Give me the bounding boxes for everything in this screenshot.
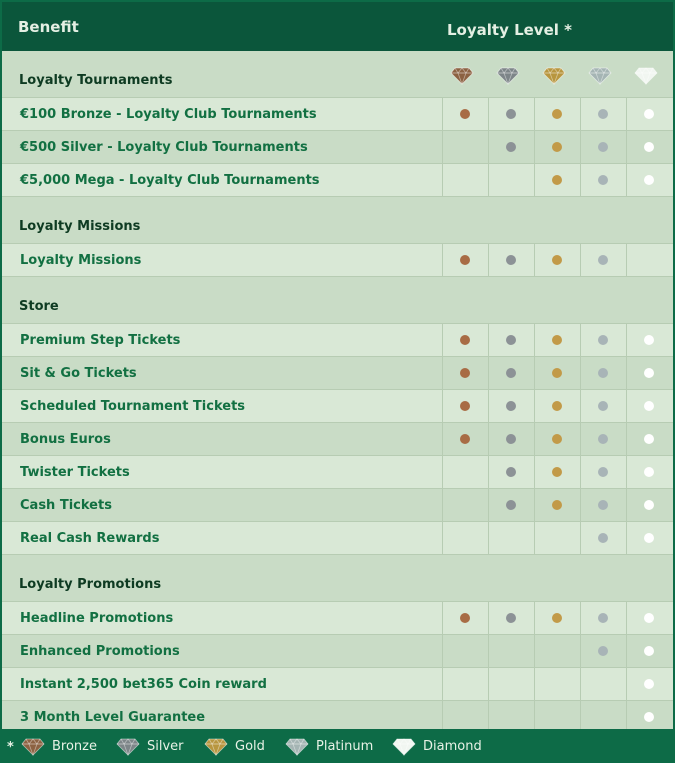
tier-cell-platinum — [580, 423, 626, 456]
tier-cell-gold — [534, 635, 580, 668]
diamond-icon — [634, 67, 658, 85]
included-dot — [506, 255, 516, 265]
tier-cell-platinum — [580, 98, 626, 131]
included-dot — [598, 401, 608, 411]
tier-cell-diamond — [626, 701, 672, 729]
included-dot — [460, 401, 470, 411]
benefit-row — [2, 668, 673, 701]
included-dot — [552, 434, 562, 444]
tier-cell-gold — [534, 357, 580, 390]
legend-diamond-gem-icon — [392, 738, 416, 756]
included-dot — [506, 368, 516, 378]
tier-cell-bronze — [442, 668, 488, 701]
benefit-row — [2, 324, 673, 357]
tier-cell-silver — [488, 635, 534, 668]
legend-silver-label: Silver — [147, 739, 184, 754]
included-dot — [552, 142, 562, 152]
benefit-row — [2, 489, 673, 522]
included-dot — [552, 401, 562, 411]
tier-cell-diamond — [626, 357, 672, 390]
tier-cell-bronze — [442, 390, 488, 423]
gold-gem-icon — [542, 67, 564, 87]
included-dot — [552, 368, 562, 378]
benefit-label: 3 Month Level Guarantee — [20, 710, 206, 725]
tier-cell-platinum — [580, 635, 626, 668]
included-dot — [460, 335, 470, 345]
included-dot — [552, 613, 562, 623]
tier-cell-diamond — [626, 522, 672, 555]
tier-cell-diamond — [626, 602, 672, 635]
included-dot — [460, 368, 470, 378]
tier-cell-silver — [488, 602, 534, 635]
tier-cell-silver — [488, 357, 534, 390]
included-dot — [598, 368, 608, 378]
legend-platinum-label: Platinum — [316, 739, 374, 754]
benefit-row — [2, 244, 673, 277]
benefit-label: Sit & Go Tickets — [20, 366, 137, 381]
tier-cell-bronze — [442, 456, 488, 489]
included-dot — [598, 533, 608, 543]
tier-cell-bronze — [442, 635, 488, 668]
included-dot — [552, 109, 562, 119]
tier-cell-gold — [534, 390, 580, 423]
section-header — [2, 51, 673, 98]
benefit-label: Bonus Euros — [20, 432, 111, 447]
bronze-gem-icon — [450, 67, 472, 87]
tier-cell-gold — [534, 522, 580, 555]
benefit-label: Enhanced Promotions — [20, 644, 180, 659]
benefit-label: Twister Tickets — [20, 465, 130, 480]
included-dot — [644, 613, 654, 623]
tier-cell-silver — [488, 456, 534, 489]
tier-cell-diamond — [626, 131, 672, 164]
included-dot — [644, 368, 654, 378]
tier-cell-bronze — [442, 98, 488, 131]
benefit-label: Instant 2,500 bet365 Coin reward — [20, 677, 267, 692]
benefit-label: Real Cash Rewards — [20, 531, 160, 546]
included-dot — [552, 335, 562, 345]
diamond-icon — [450, 67, 474, 85]
legend-bronze-gem-icon — [21, 738, 45, 756]
tier-cell-diamond — [626, 244, 672, 277]
tier-cell-platinum — [580, 324, 626, 357]
included-dot — [460, 434, 470, 444]
diamond-icon — [285, 738, 309, 756]
included-dot — [644, 533, 654, 543]
tier-cell-bronze — [442, 701, 488, 729]
tier-cell-diamond — [626, 324, 672, 357]
tier-cell-platinum — [580, 701, 626, 729]
tier-legend — [0, 729, 675, 763]
benefit-label: Premium Step Tickets — [20, 333, 181, 348]
diamond-icon — [392, 738, 416, 756]
included-dot — [644, 646, 654, 656]
tier-cell-bronze — [442, 164, 488, 197]
benefit-row — [2, 456, 673, 489]
section-header — [2, 555, 673, 602]
benefit-row — [2, 164, 673, 197]
included-dot — [598, 335, 608, 345]
table-body — [2, 51, 673, 729]
tier-cell-silver — [488, 244, 534, 277]
tier-cell-platinum — [580, 489, 626, 522]
included-dot — [552, 255, 562, 265]
tier-cell-diamond — [626, 668, 672, 701]
tier-cell-bronze — [442, 357, 488, 390]
legend-asterisk: * — [7, 740, 14, 755]
legend-bronze-label: Bronze — [52, 739, 97, 754]
benefit-row — [2, 390, 673, 423]
benefit-row — [2, 635, 673, 668]
tier-cell-bronze — [442, 489, 488, 522]
section-header — [2, 197, 673, 244]
tier-cell-gold — [534, 131, 580, 164]
tier-cell-platinum — [580, 602, 626, 635]
tier-cell-platinum — [580, 522, 626, 555]
included-dot — [644, 434, 654, 444]
included-dot — [598, 434, 608, 444]
tier-cell-platinum — [580, 164, 626, 197]
included-dot — [506, 467, 516, 477]
included-dot — [598, 613, 608, 623]
section-title: Loyalty Missions — [19, 219, 141, 234]
tier-cell-gold — [534, 164, 580, 197]
tier-cell-silver — [488, 423, 534, 456]
tier-cell-bronze — [442, 131, 488, 164]
included-dot — [460, 613, 470, 623]
included-dot — [598, 255, 608, 265]
tier-cell-bronze — [442, 244, 488, 277]
section-header — [2, 277, 673, 324]
benefit-row — [2, 98, 673, 131]
tier-cell-diamond — [626, 635, 672, 668]
tier-cell-gold — [534, 602, 580, 635]
tier-cell-diamond — [626, 164, 672, 197]
tier-cell-gold — [534, 489, 580, 522]
included-dot — [644, 401, 654, 411]
diamond-icon — [496, 67, 520, 85]
tier-cell-bronze — [442, 423, 488, 456]
included-dot — [506, 335, 516, 345]
included-dot — [644, 679, 654, 689]
benefit-label: Headline Promotions — [20, 611, 174, 626]
included-dot — [644, 467, 654, 477]
included-dot — [598, 646, 608, 656]
benefit-row — [2, 602, 673, 635]
benefit-label: Cash Tickets — [20, 498, 112, 513]
legend-silver-gem-icon — [116, 738, 140, 756]
benefit-row — [2, 357, 673, 390]
section-title: Loyalty Tournaments — [19, 73, 173, 88]
tier-cell-gold — [534, 701, 580, 729]
benefit-label: Loyalty Missions — [20, 253, 142, 268]
included-dot — [598, 142, 608, 152]
tier-cell-silver — [488, 522, 534, 555]
benefit-label: Scheduled Tournament Tickets — [20, 399, 246, 414]
included-dot — [644, 712, 654, 722]
diamond-icon — [588, 67, 612, 85]
tier-cell-platinum — [580, 456, 626, 489]
tier-cell-gold — [534, 324, 580, 357]
included-dot — [552, 467, 562, 477]
diamond-icon — [542, 67, 566, 85]
tier-cell-gold — [534, 456, 580, 489]
tier-cell-platinum — [580, 131, 626, 164]
section-title: Loyalty Promotions — [19, 577, 162, 592]
benefit-label: €500 Silver - Loyalty Club Tournaments — [20, 140, 308, 155]
tier-cell-silver — [488, 324, 534, 357]
tier-cell-gold — [534, 244, 580, 277]
legend-platinum-gem-icon — [285, 738, 309, 756]
tier-cell-platinum — [580, 668, 626, 701]
included-dot — [552, 500, 562, 510]
legend-gold-label: Gold — [235, 739, 265, 754]
included-dot — [598, 109, 608, 119]
tier-cell-diamond — [626, 489, 672, 522]
included-dot — [460, 255, 470, 265]
included-dot — [644, 500, 654, 510]
included-dot — [598, 500, 608, 510]
benefit-column-header: Benefit — [18, 18, 79, 36]
silver-gem-icon — [496, 67, 518, 87]
tier-cell-silver — [488, 390, 534, 423]
tier-cell-silver — [488, 98, 534, 131]
benefit-row — [2, 423, 673, 456]
loyalty-table — [2, 2, 673, 729]
legend-gold-gem-icon — [204, 738, 228, 756]
included-dot — [552, 175, 562, 185]
included-dot — [460, 109, 470, 119]
included-dot — [506, 613, 516, 623]
tier-cell-diamond — [626, 98, 672, 131]
benefit-label: €100 Bronze - Loyalty Club Tournaments — [20, 107, 317, 122]
benefit-row — [2, 131, 673, 164]
included-dot — [506, 109, 516, 119]
tier-cell-diamond — [626, 423, 672, 456]
tier-cell-platinum — [580, 357, 626, 390]
tier-cell-gold — [534, 98, 580, 131]
benefit-row — [2, 701, 673, 729]
tier-cell-gold — [534, 423, 580, 456]
legend-diamond-label: Diamond — [423, 739, 482, 754]
included-dot — [598, 175, 608, 185]
tier-cell-silver — [488, 164, 534, 197]
tier-cell-silver — [488, 489, 534, 522]
tier-cell-gold — [534, 668, 580, 701]
included-dot — [506, 500, 516, 510]
included-dot — [644, 142, 654, 152]
tier-cell-silver — [488, 668, 534, 701]
tier-cell-platinum — [580, 390, 626, 423]
diamond-icon — [204, 738, 228, 756]
included-dot — [506, 401, 516, 411]
tier-cell-silver — [488, 701, 534, 729]
diamond-gem-icon — [634, 67, 656, 87]
tier-cell-bronze — [442, 324, 488, 357]
tier-cell-silver — [488, 131, 534, 164]
tier-cell-diamond — [626, 456, 672, 489]
platinum-gem-icon — [588, 67, 610, 87]
diamond-icon — [21, 738, 45, 756]
table-header — [2, 2, 673, 51]
included-dot — [644, 335, 654, 345]
tier-cell-bronze — [442, 602, 488, 635]
included-dot — [644, 175, 654, 185]
section-title: Store — [19, 299, 59, 314]
benefit-row — [2, 522, 673, 555]
loyalty-level-column-header: Loyalty Level * — [447, 21, 572, 39]
diamond-icon — [116, 738, 140, 756]
tier-cell-diamond — [626, 390, 672, 423]
included-dot — [506, 434, 516, 444]
tier-cell-bronze — [442, 522, 488, 555]
included-dot — [644, 109, 654, 119]
tier-cell-platinum — [580, 244, 626, 277]
included-dot — [506, 142, 516, 152]
benefit-label: €5,000 Mega - Loyalty Club Tournaments — [20, 173, 320, 188]
included-dot — [598, 467, 608, 477]
